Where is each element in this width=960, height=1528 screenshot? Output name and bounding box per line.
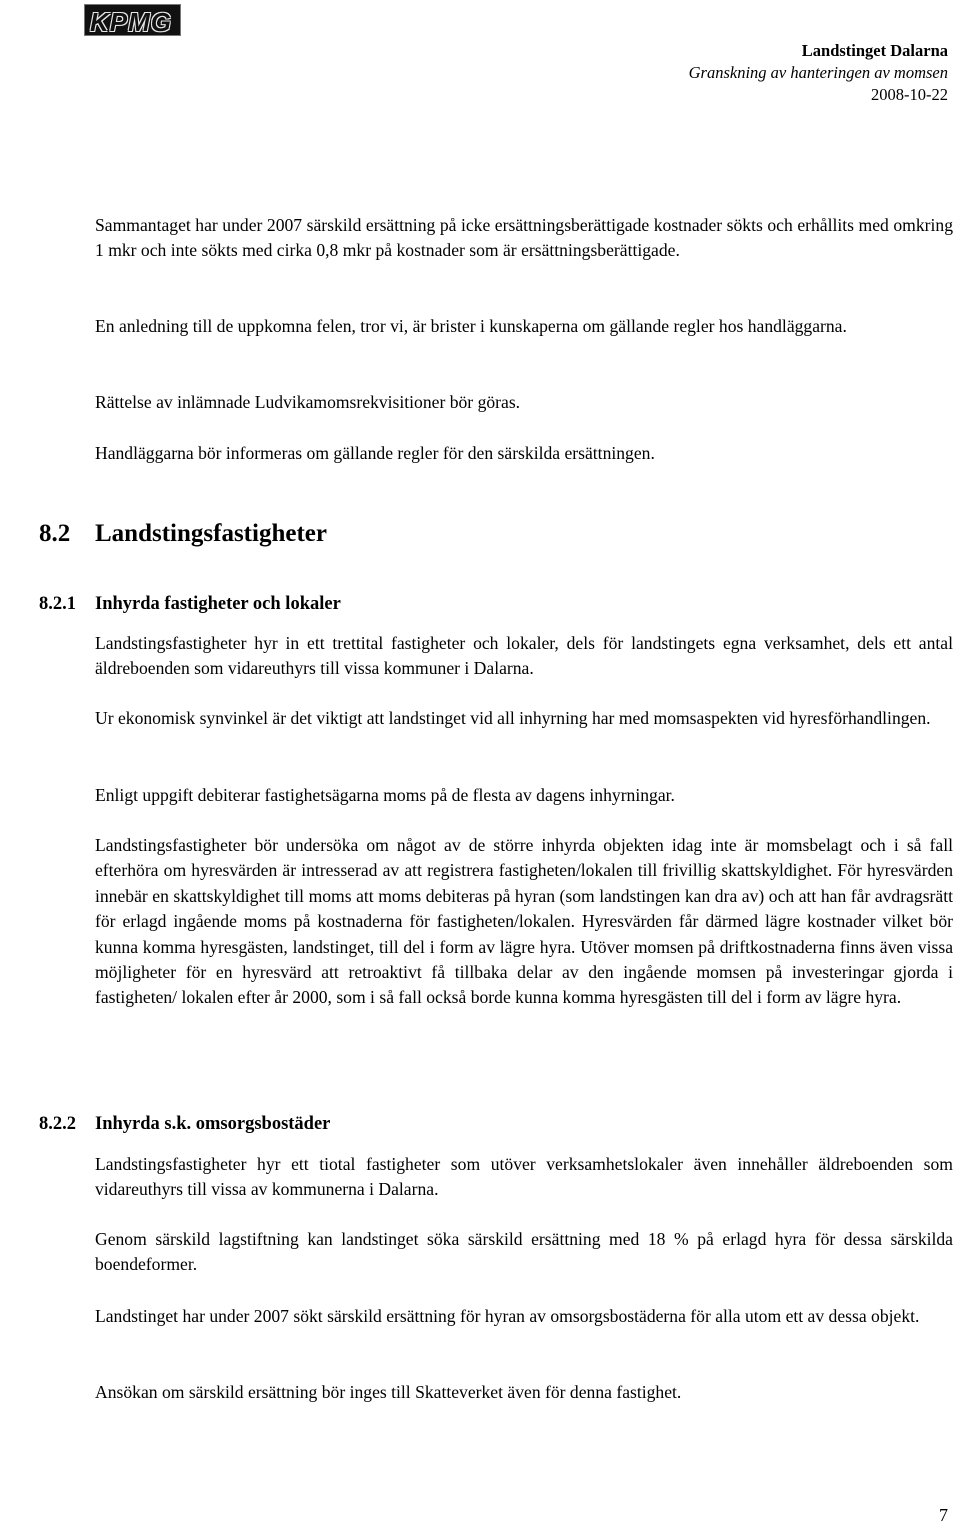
section-heading: Landstingsfastigheter (95, 520, 327, 547)
subsection-number: 8.2.1 (39, 594, 76, 614)
header-date: 2008-10-22 (871, 85, 948, 104)
intro-paragraph-2: En anledning till de uppkomna felen, tror vi, är brister i kunskaperna om gällande regler hos handläggarna. (95, 316, 847, 336)
intro-paragraph-4: Handläggarna bör informeras om gällande regler för den särskilda ersättningen. (95, 443, 655, 463)
paragraph: Landstingsfastigheter bör undersöka om något av de större inhyrda objekten idag inte är momsbelagt och i så fall efterhöra om hyresvärden är intresserad av att registrera fastigheten/lokalen till frivillig skattskyldighet. För hyresvärden innebär en skattskyldighet till moms att moms debiteras på hyran (som landstingen kan dra av) och att han får avdragsrätt för erlagd ingående moms på kostnaderna för fastigheten/lokalen. Hyresvärden får därmed lägre kostnader vilket bör kunna komma hyresgästen, landstinget, till del i form av lägre hyra. Utöver momsen på driftkostnaderna finns även vissa möjligheter för en hyresvärd att retroaktivt få tillbaka delar av den ingående momsen på investeringar gjorda i fastigheten/ lokalen efter år 2000, som i så fall också borde kunna komma hyresgästen till del i form av lägre hyra. (95, 835, 953, 1008)
paragraph: Landstingsfastigheter hyr ett tiotal fastigheter som utöver verksamhetslokaler även innehåller äldreboenden som vidareuthyrs till vissa av kommunerna i Dalarna. (95, 1154, 953, 1200)
header-organization: Landstinget Dalarna (801, 41, 948, 60)
section-number: 8.2 (39, 520, 71, 547)
page-number: 7 (939, 1505, 948, 1525)
subsection-heading: Inhyrda s.k. omsorgsbostäder (95, 1114, 331, 1134)
subsection-number: 8.2.2 (39, 1114, 76, 1134)
paragraph: Ansökan om särskild ersättning bör inges till Skatteverket även för denna fastighet. (95, 1382, 682, 1402)
paragraph: Ur ekonomisk synvinkel är det viktigt att landstinget vid all inhyrning har med momsaspekten vid hyresförhandlingen. (95, 708, 931, 728)
logo-text: KPMG (90, 7, 172, 36)
paragraph: Landstinget har under 2007 sökt särskild ersättning för hyran av omsorgsbostäderna för alla utom ett av dessa objekt. (95, 1306, 920, 1326)
page-header (689, 40, 948, 106)
paragraph: Genom särskild lagstiftning kan landstinget söka särskild ersättning med 18 % på erlagd hyra för dessa särskilda boendeformer. (95, 1229, 953, 1275)
intro-paragraph-1: Sammantaget har under 2007 särskild ersättning på icke ersättningsberättigade kostnader sökts och erhållits med omkring 1 mkr och inte sökts med cirka 0,8 mkr på kostnader som är ersättningsberättigade. (95, 215, 953, 261)
kpmg-logo (84, 4, 181, 36)
paragraph: Enligt uppgift debiterar fastighetsägarna moms på de flesta av dagens inhyrningar. (95, 785, 675, 805)
subsection-heading: Inhyrda fastigheter och lokaler (95, 594, 341, 614)
header-report-title: Granskning av hanteringen av momsen (688, 63, 948, 82)
intro-paragraph-3: Rättelse av inlämnade Ludvikamomsrekvisitioner bör göras. (95, 392, 521, 412)
paragraph: Landstingsfastigheter hyr in ett trettital fastigheter och lokaler, dels för landstingets egna verksamhet, dels ett antal äldreboenden som vidareuthyrs till vissa kommuner i Dalarna. (95, 633, 953, 679)
